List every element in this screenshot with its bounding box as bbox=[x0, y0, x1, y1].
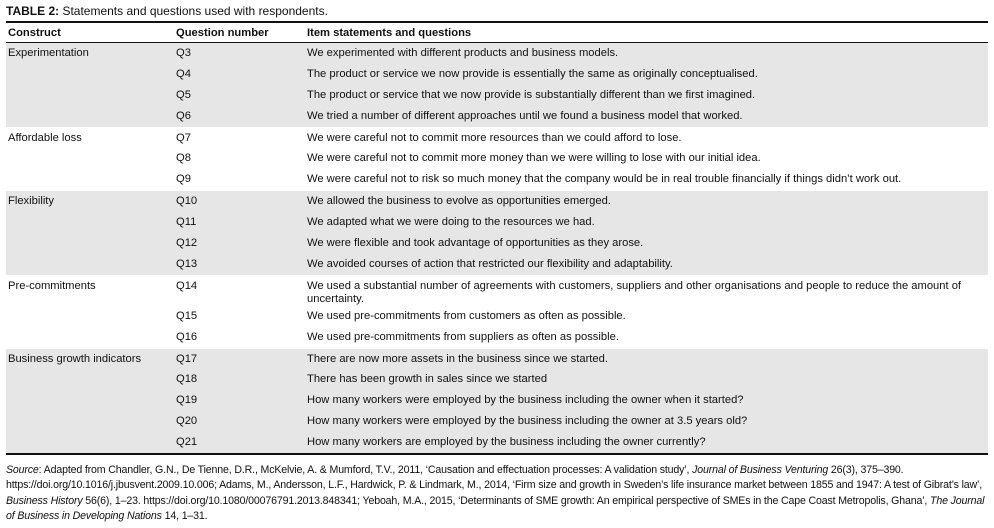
question-number-cell-text: Q3 bbox=[176, 47, 191, 59]
question-number-cell bbox=[174, 411, 305, 432]
header-row bbox=[6, 22, 988, 43]
construct-cell-text bbox=[8, 233, 172, 237]
source-segment: : Adapted from Chandler, G.N., De Tienne, D.R., McKelvie, A. & Mumford, T.V., 2011, ‘Causation and effectuation processes: A validation study’, bbox=[38, 464, 693, 477]
source-segment: 26(3), 375–390. https://doi.org/10.1016/j.jbusvent.2009.10.006; Adams, M., Andersson, L.F., Hardwick, P. & Lindmark, M., 2014, ‘Firm size and growth in Sweden’s life insurance market between 1855 and 1947: A test of Gibrat’s law’, bbox=[6, 464, 983, 492]
statement-cell bbox=[305, 254, 988, 275]
question-number-cell-text: Q13 bbox=[176, 257, 198, 270]
table-row bbox=[6, 169, 988, 190]
construct-cell bbox=[6, 432, 174, 454]
question-number-cell-text: Q15 bbox=[176, 309, 198, 322]
source-segment: 14, 1–31. bbox=[161, 510, 208, 523]
construct-cell bbox=[6, 411, 174, 432]
question-number-cell-text: Q16 bbox=[176, 330, 198, 343]
statement-cell bbox=[305, 432, 988, 454]
question-number-cell bbox=[174, 169, 305, 190]
construct-cell bbox=[6, 148, 174, 169]
question-number-cell bbox=[174, 369, 305, 390]
table-row bbox=[6, 64, 988, 85]
construct-cell-text bbox=[8, 85, 172, 89]
statement-cell-text: How many workers are employed by the business including the owner currently? bbox=[307, 436, 706, 449]
construct-cell bbox=[6, 43, 174, 64]
question-number-cell bbox=[174, 43, 305, 64]
construct-cell-text bbox=[8, 212, 172, 216]
statement-cell-text: We were careful not to commit more resources than we could afford to lose. bbox=[307, 131, 682, 144]
question-number-cell bbox=[174, 233, 305, 254]
construct-cell-text bbox=[8, 64, 172, 68]
statement-cell bbox=[305, 411, 988, 432]
statements-table bbox=[6, 21, 988, 455]
table-row bbox=[6, 275, 988, 306]
source-segment: Source bbox=[6, 464, 39, 477]
table-row bbox=[6, 191, 988, 212]
question-number-cell bbox=[174, 432, 305, 454]
question-number-cell bbox=[174, 64, 305, 85]
statement-cell bbox=[305, 233, 988, 254]
question-number-cell-text: Q9 bbox=[176, 173, 191, 186]
construct-cell bbox=[6, 106, 174, 127]
statement-cell-text: We were careful not to commit more money than we were willing to lose with our initial idea. bbox=[307, 152, 761, 165]
table-row bbox=[6, 369, 988, 390]
source-note bbox=[6, 463, 988, 525]
statement-cell-text: We experimented with different products and business models. bbox=[307, 47, 619, 59]
construct-cell bbox=[6, 127, 174, 148]
caption-text: Statements and questions used with respondents. bbox=[59, 4, 328, 18]
table-caption bbox=[6, 4, 988, 18]
statement-cell-text: We were flexible and took advantage of opportunities as they arose. bbox=[307, 237, 644, 250]
statement-cell bbox=[305, 275, 988, 306]
construct-cell bbox=[6, 191, 174, 212]
statement-cell bbox=[305, 348, 988, 369]
construct-cell-text bbox=[8, 169, 172, 173]
table-row bbox=[6, 106, 988, 127]
statement-cell bbox=[305, 127, 988, 148]
question-number-cell bbox=[174, 327, 305, 348]
construct-cell bbox=[6, 327, 174, 348]
construct-cell bbox=[6, 212, 174, 233]
statement-cell bbox=[305, 212, 988, 233]
statement-cell-text: We tried a number of different approaches until we found a business model that worked. bbox=[307, 109, 743, 122]
statement-cell bbox=[305, 390, 988, 411]
statement-cell bbox=[305, 306, 988, 327]
table-row bbox=[6, 432, 988, 454]
construct-cell bbox=[6, 64, 174, 85]
construct-cell bbox=[6, 233, 174, 254]
statement-cell-text: There has been growth in sales since we started bbox=[307, 373, 548, 386]
statement-cell bbox=[305, 106, 988, 127]
construct-cell-text bbox=[8, 390, 172, 394]
table-row bbox=[6, 212, 988, 233]
question-number-cell-text: Q17 bbox=[176, 352, 198, 365]
construct-cell-text bbox=[8, 148, 172, 152]
header-construct: Construct bbox=[6, 22, 174, 43]
table-row bbox=[6, 348, 988, 369]
table-row bbox=[6, 390, 988, 411]
statement-cell-text: The product or service we now provide is essentially the same as originally conceptualised. bbox=[307, 67, 758, 80]
question-number-cell bbox=[174, 254, 305, 275]
statement-cell bbox=[305, 327, 988, 348]
construct-cell-text: Flexibility bbox=[8, 195, 55, 208]
question-number-cell-text: Q6 bbox=[176, 109, 191, 122]
statement-cell-text: We allowed the business to evolve as opportunities emerged. bbox=[307, 195, 611, 208]
question-number-cell-text: Q7 bbox=[176, 131, 191, 144]
question-number-cell bbox=[174, 306, 305, 327]
construct-cell-text bbox=[8, 327, 172, 331]
table-row bbox=[6, 306, 988, 327]
statement-cell-text: We used a substantial number of agreements with customers, suppliers and other organisations and people to reduce the amount of uncertainty. bbox=[307, 279, 962, 305]
question-number-cell-text: Q5 bbox=[176, 88, 191, 101]
question-number-cell bbox=[174, 390, 305, 411]
question-number-cell-text: Q18 bbox=[176, 373, 198, 386]
statement-cell bbox=[305, 64, 988, 85]
table-row bbox=[6, 148, 988, 169]
source-segment: 56(6), 1–23. https://doi.org/10.1080/00076791.2013.848341; Yeboah, M.A., 2015, ‘Determinants of SME growth: An empirical perspective of SMEs in the Cape Coast Metropolis, Ghana’, bbox=[82, 494, 931, 507]
table-row bbox=[6, 233, 988, 254]
question-number-cell bbox=[174, 148, 305, 169]
question-number-cell bbox=[174, 127, 305, 148]
statement-cell-text: We adapted what we were doing to the resources we had. bbox=[307, 216, 595, 229]
statement-cell-text: There are now more assets in the business since we started. bbox=[307, 352, 608, 365]
header-item-statements: Item statements and questions bbox=[305, 22, 988, 43]
statement-cell bbox=[305, 369, 988, 390]
source-segment: The Journal of Business in Developing Nations bbox=[6, 494, 985, 523]
construct-cell bbox=[6, 169, 174, 190]
construct-cell-text bbox=[8, 369, 172, 373]
construct-cell-text bbox=[8, 432, 172, 436]
statement-cell-text: How many workers were employed by the business including the owner when it started? bbox=[307, 394, 744, 407]
table-row bbox=[6, 127, 988, 148]
statement-cell-text: We used pre-commitments from suppliers as often as possible. bbox=[307, 330, 619, 343]
construct-cell bbox=[6, 348, 174, 369]
construct-cell bbox=[6, 275, 174, 306]
question-number-cell-text: Q12 bbox=[176, 237, 198, 250]
table-body bbox=[6, 43, 988, 455]
question-number-cell-text: Q21 bbox=[176, 436, 198, 449]
statement-cell bbox=[305, 169, 988, 190]
construct-cell-text: Experimentation bbox=[8, 47, 89, 59]
statement-cell-text: We used pre-commitments from customers as often as possible. bbox=[307, 309, 626, 322]
question-number-cell bbox=[174, 348, 305, 369]
question-number-cell bbox=[174, 106, 305, 127]
question-number-cell-text: Q10 bbox=[176, 195, 198, 208]
construct-cell-text bbox=[8, 254, 172, 258]
construct-cell bbox=[6, 390, 174, 411]
statement-cell bbox=[305, 191, 988, 212]
question-number-cell bbox=[174, 212, 305, 233]
question-number-cell-text: Q14 bbox=[176, 279, 198, 292]
statement-cell-text: We were careful not to risk so much money that the company would be in real trouble financially if things didn’t work out. bbox=[307, 173, 902, 186]
construct-cell bbox=[6, 306, 174, 327]
caption-label: TABLE 2: bbox=[6, 4, 60, 18]
construct-cell-text bbox=[8, 411, 172, 415]
construct-cell bbox=[6, 369, 174, 390]
statement-cell-text: The product or service that we now provide is substantially different than we first imagined. bbox=[307, 88, 756, 101]
question-number-cell-text: Q11 bbox=[176, 216, 197, 229]
construct-cell-text: Affordable loss bbox=[8, 131, 82, 144]
construct-cell bbox=[6, 85, 174, 106]
statement-cell-text: How many workers were employed by the business including the owner at 3.5 years old? bbox=[307, 415, 748, 428]
question-number-cell bbox=[174, 275, 305, 306]
question-number-cell-text: Q20 bbox=[176, 415, 198, 428]
statement-cell bbox=[305, 85, 988, 106]
question-number-cell-text: Q19 bbox=[176, 394, 198, 407]
source-segment: Business History bbox=[6, 494, 83, 507]
table-row bbox=[6, 85, 988, 106]
question-number-cell bbox=[174, 85, 305, 106]
header-question-number: Question number bbox=[174, 22, 305, 43]
table-row bbox=[6, 43, 988, 64]
construct-cell-text: Pre-commitments bbox=[8, 279, 96, 292]
construct-cell bbox=[6, 254, 174, 275]
construct-cell-text: Business growth indicators bbox=[8, 352, 142, 365]
table-figure bbox=[6, 4, 988, 525]
question-number-cell-text: Q4 bbox=[176, 67, 191, 80]
construct-cell-text bbox=[8, 106, 172, 110]
table-row bbox=[6, 411, 988, 432]
question-number-cell bbox=[174, 191, 305, 212]
question-number-cell-text: Q8 bbox=[176, 152, 191, 165]
statement-cell bbox=[305, 148, 988, 169]
construct-cell-text bbox=[8, 306, 172, 310]
table-row bbox=[6, 327, 988, 348]
statement-cell bbox=[305, 43, 988, 64]
source-segment: Journal of Business Venturing bbox=[692, 464, 829, 477]
table-row bbox=[6, 254, 988, 275]
statement-cell-text: We avoided courses of action that restricted our flexibility and adaptability. bbox=[307, 257, 673, 270]
